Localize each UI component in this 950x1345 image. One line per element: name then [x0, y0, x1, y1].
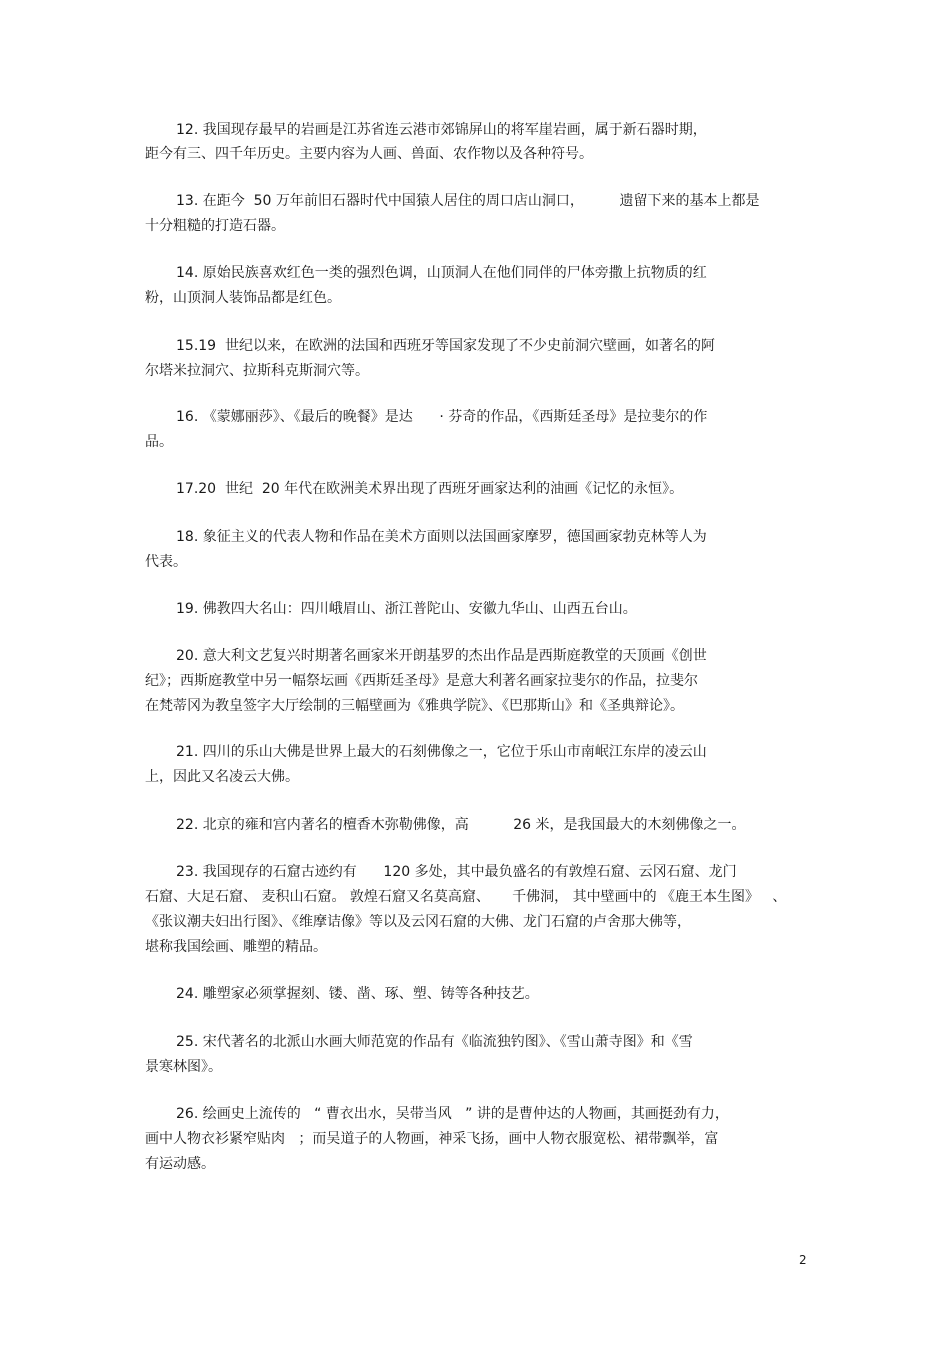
paragraph-14-line-1: 14. 原始民族喜欢红色一类的强烈色调，山顶洞人在他们同伴的尸体旁撒上抗物质的红 — [176, 265, 707, 281]
paragraph-13-line-2: 十分粗糙的打造石器。 — [145, 218, 285, 234]
paragraph-19-line-1: 19. 佛教四大名山：四川峨眉山、浙江普陀山、安徽九华山、山西五台山。 — [176, 601, 637, 617]
paragraph-18-line-1: 18. 象征主义的代表人物和作品在美术方面则以法国画家摩罗，德国画家勃克林等人为 — [176, 529, 707, 545]
page-number: 2 — [799, 1253, 807, 1267]
paragraph-24-line-1: 24. 雕塑家必须掌握刻、镂、凿、琢、塑、铸等各种技艺。 — [176, 986, 539, 1002]
paragraph-25-line-1: 25. 宋代著名的北派山水画大师范宽的作品有《临流独钓图》、《雪山萧寺图》和《雪 — [176, 1034, 693, 1050]
paragraph-14-line-2: 粉，山顶洞人装饰品都是红色。 — [145, 290, 341, 306]
paragraph-20-line-1: 20. 意大利文艺复兴时期著名画家米开朗基罗的杰出作品是西斯庭教堂的天顶画《创世 — [176, 648, 707, 664]
paragraph-22-line-1: 22. 北京的雍和宫内著名的檀香木弥勒佛像，高 26 米，是我国最大的木刻佛像之一。 — [176, 817, 746, 833]
paragraph-16-line-2: 品。 — [145, 434, 173, 450]
paragraph-20-line-2: 纪》；西斯庭教堂中另一幅祭坛画《西斯廷圣母》是意大利著名画家拉斐尔的作品，拉斐尔 — [145, 673, 698, 689]
paragraph-20-line-3: 在梵蒂冈为教皇签字大厅绘制的三幅壁画为《雅典学院》、《巴那斯山》和《圣典辩论》。 — [145, 698, 684, 714]
paragraph-23-line-3: 《张议潮夫妇出行图》、《维摩诘像》等以及云冈石窟的大佛、龙门石窟的卢舍那大佛等， — [145, 914, 691, 930]
paragraph-18-line-2: 代表。 — [145, 554, 187, 570]
paragraph-26-line-2: 画中人物衣衫紧窄贴肉 ；而吴道子的人物画，神采飞扬，画中人物衣服宽松、裙带飘举，富 — [145, 1131, 719, 1147]
paragraph-16-line-1: 16. 《蒙娜丽莎》、《最后的晚餐》是达 · 芬奇的作品，《西斯廷圣母》是拉斐尔的作 — [176, 409, 708, 425]
paragraph-23-line-1: 23. 我国现存的石窟古迹约有 120 多处，其中最负盛名的有敦煌石窟、云冈石窟、龙门 — [176, 864, 737, 880]
paragraph-17-line-1: 17.20 世纪 20 年代在欧洲美术界出现了西班牙画家达利的油画《记忆的永恒》。 — [176, 481, 684, 497]
paragraph-12-line-1: 12. 我国现存最早的岩画是江苏省连云港市郊锦屏山的将军崖岩画，属于新石器时期， — [176, 122, 707, 138]
paragraph-23-line-4: 堪称我国绘画、雕塑的精品。 — [145, 939, 327, 955]
paragraph-26-line-3: 有运动感。 — [145, 1156, 215, 1172]
paragraph-13-line-1: 13. 在距今 50 万年前旧石器时代中国猿人居住的周口店山洞口， 遗留下来的基本上都是 — [176, 193, 760, 209]
paragraph-12-line-2: 距今有三、四千年历史。主要内容为人画、兽面、农作物以及各种符号。 — [145, 146, 593, 162]
paragraph-21-line-1: 21. 四川的乐山大佛是世界上最大的石刻佛像之一，它位于乐山市南岷江东岸的凌云山 — [176, 744, 707, 760]
paragraph-15-line-1: 15.19 世纪以来，在欧洲的法国和西班牙等国家发现了不少史前洞穴壁画，如著名的阿 — [176, 338, 715, 354]
paragraph-15-line-2: 尔塔米拉洞穴、拉斯科克斯洞穴等。 — [145, 363, 369, 379]
paragraph-21-line-2: 上，因此又名凌云大佛。 — [145, 769, 299, 785]
paragraph-25-line-2: 景寒林图》。 — [145, 1059, 222, 1075]
paragraph-23-line-2: 石窟、大足石窟、 麦积山石窟。 敦煌石窟又名莫高窟、 千佛洞， 其中壁画中的 《鹿王本生图》 、 — [145, 889, 787, 905]
paragraph-26-line-1: 26. 绘画史上流传的 “ 曹衣出水，吴带当风 ” 讲的是曹仲达的人物画，其画挺劲有力， — [176, 1106, 729, 1122]
